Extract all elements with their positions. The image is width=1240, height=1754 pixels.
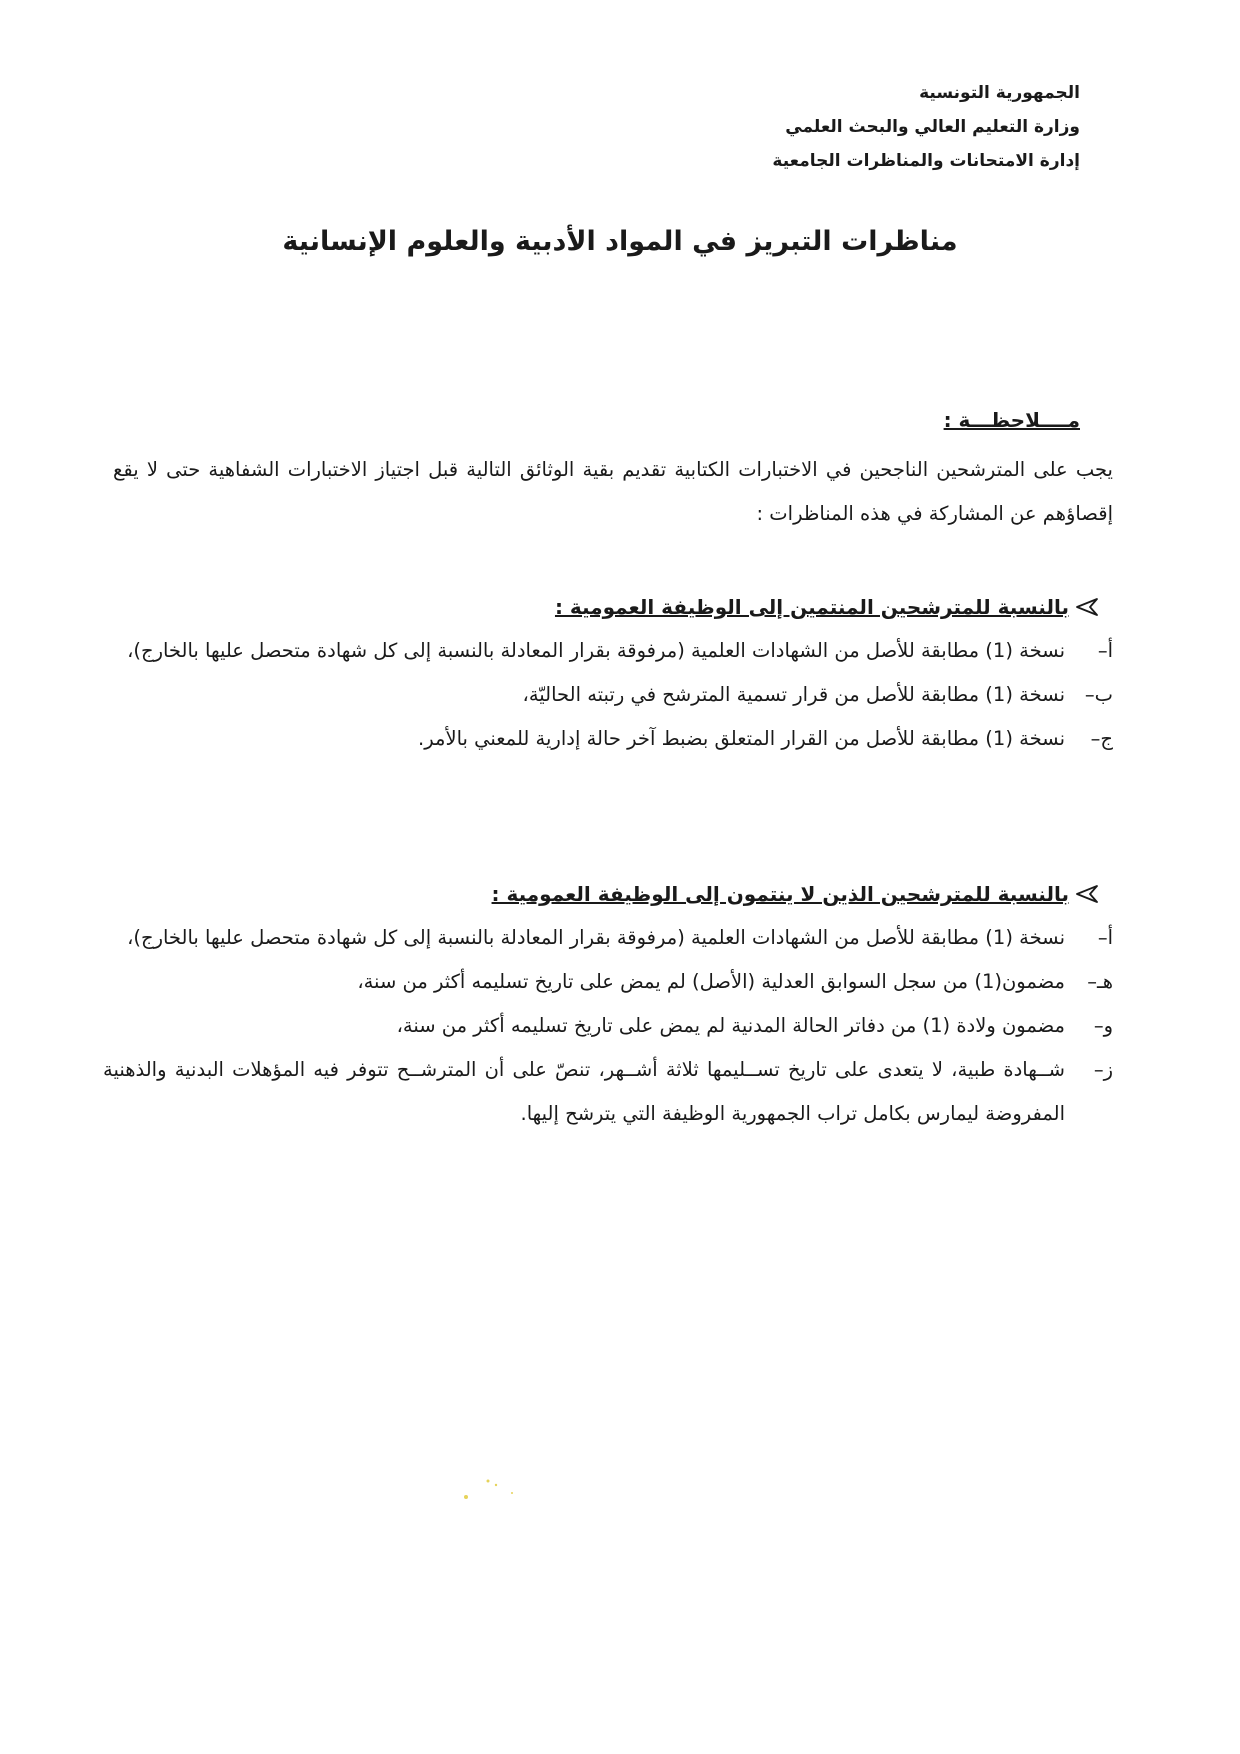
item-text: مضمون(1) من سجل السوابق العدلية (الأصل) لم يمض على تاريخ تسليمه أكثر من سنة، bbox=[357, 970, 1065, 993]
list-item bbox=[103, 673, 1113, 717]
section-public-employees bbox=[103, 585, 1113, 761]
item-marker: أ– bbox=[1097, 926, 1113, 949]
section-heading-text: بالنسبة للمترشحين الذين لا ينتمون إلى الوظيفة العمومية : bbox=[491, 882, 1069, 906]
item-marker: هـ– bbox=[1087, 970, 1113, 993]
note-body: يجب على المترشحين الناجحين في الاختبارات الكتابية تقديم بقية الوثائق التالية قبل اجتياز الاختبارات الشفاهية حتى لا يقع إقصاؤهم عن المشاركة في هذه المناظرات : bbox=[113, 458, 1113, 525]
section-heading-text: بالنسبة للمترشحين المنتمين إلى الوظيفة العمومية : bbox=[554, 595, 1069, 619]
header-department: إدارة الامتحانات والمناظرات الجامعية bbox=[772, 151, 1080, 171]
item-text: نسخة (1) مطابقة للأصل من الشهادات العلمية (مرفوقة بقرار المعادلة بالنسبة إلى كل شهادة متحصل عليها بالخارج)، bbox=[127, 926, 1065, 949]
header-ministry: وزارة التعليم العالي والبحث العلمي bbox=[785, 117, 1080, 137]
document-title: مناظرات التبريز في المواد الأدبية والعلوم الإنسانية bbox=[282, 226, 958, 257]
header-country: الجمهورية التونسية bbox=[919, 83, 1080, 103]
item-text: نسخة (1) مطابقة للأصل من الشهادات العلمية (مرفوقة بقرار المعادلة بالنسبة إلى كل شهادة متحصل عليها بالخارج)، bbox=[127, 639, 1065, 662]
item-marker: و– bbox=[1093, 1014, 1113, 1037]
arrowhead-bullet-icon bbox=[1075, 884, 1099, 904]
item-marker: ز– bbox=[1093, 1058, 1113, 1081]
item-text: شــهادة طبية، لا يتعدى على تاريخ تســليمها ثلاثة أشــهر، تنصّ على أن المترشــح تتوفر فيه المؤهلات البدنية والذهنية المفروضة ليمارس بكامل تراب الجمهورية الوظيفة التي يترشح إليها. bbox=[103, 1058, 1065, 1125]
item-marker: ج– bbox=[1090, 727, 1113, 750]
section-heading bbox=[103, 872, 1099, 916]
letterhead bbox=[772, 76, 1080, 178]
scan-specks bbox=[460, 1475, 520, 1505]
item-marker: أ– bbox=[1097, 639, 1113, 662]
item-text: نسخة (1) مطابقة للأصل من القرار المتعلق بضبط آخر حالة إدارية للمعني بالأمر. bbox=[418, 727, 1065, 750]
list-item bbox=[103, 1048, 1113, 1136]
item-text: مضمون ولادة (1) من دفاتر الحالة المدنية لم يمض على تاريخ تسليمه أكثر من سنة، bbox=[396, 1014, 1065, 1037]
item-marker: ب– bbox=[1084, 683, 1113, 706]
list-item bbox=[103, 960, 1113, 1004]
note-heading: مــــلاحظـــة : bbox=[943, 408, 1080, 432]
section-heading bbox=[103, 585, 1099, 629]
section-non-public-employees bbox=[103, 872, 1113, 1136]
list-item bbox=[103, 916, 1113, 960]
list-item bbox=[103, 629, 1113, 673]
list-item bbox=[103, 717, 1113, 761]
item-text: نسخة (1) مطابقة للأصل من قرار تسمية المترشح في رتبته الحاليّة، bbox=[522, 683, 1065, 706]
arrowhead-bullet-icon bbox=[1075, 597, 1099, 617]
list-item bbox=[103, 1004, 1113, 1048]
